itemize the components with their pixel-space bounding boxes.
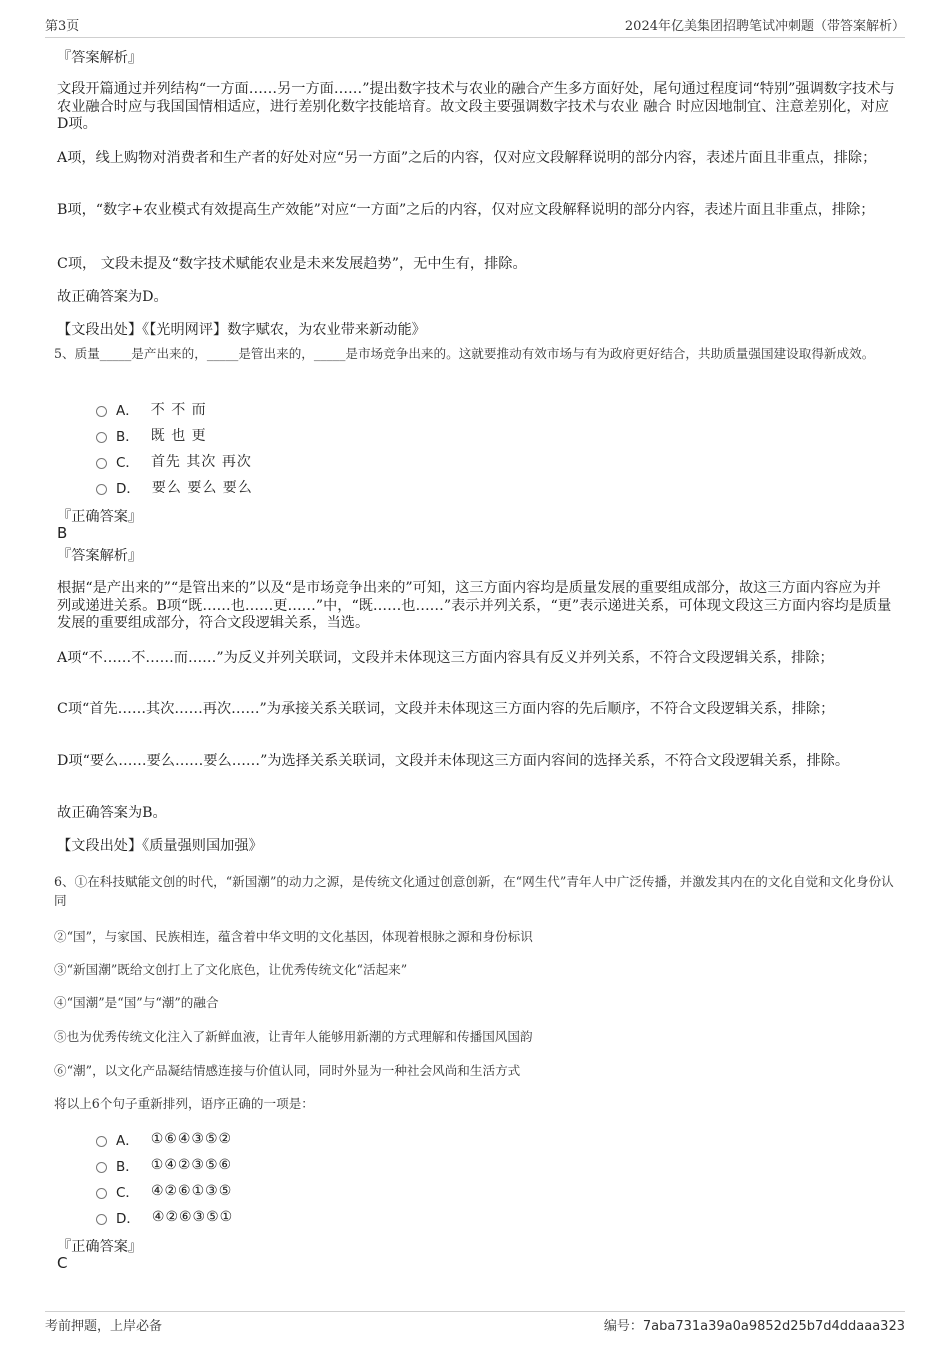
q4-analysis-paragraph: 文段开篇通过并列结构“一方面……另一方面……”提出数字技术与农业的融合产生多方面好处，尾句通过程度词“特别”强调数字技术与农业融合时应与我国国情相适应，进行差别化数字技能培育。故文段主要强调数字技术与农业 融合 时应因地制宜、注意差别化，对应D项。 <box>57 81 895 132</box>
document-id <box>604 1315 905 1334</box>
radio-icon[interactable] <box>96 432 107 443</box>
radio-icon[interactable] <box>96 1136 107 1147</box>
q5-analysis-paragraph: 根据“是产出来的”“是管出来的”以及“是市场竞争出来的”可知，这三方面内容均是质量发展的重要组成部分，故这三方面内容应为并列或递进关系。B项“既……也……更……”中，“既……也……”表示并列关系，“更”表示递进关系，可体现文段这三方面内容均是质量发展的重要组成部分，符合文段逻辑关系，当选。 <box>57 580 892 631</box>
q5-analysis-title: 『答案解析』 <box>57 548 143 564</box>
q5-correct-answer: B <box>57 524 68 542</box>
radio-icon[interactable] <box>96 1214 107 1225</box>
q6-option-c[interactable]: C． ④②⑥①③⑤ <box>96 1178 496 1204</box>
q6-sentence-5: ⑤也为优秀传统文化注入了新鲜血液，让青年人能够用新潮的方式理解和传播国风国韵 <box>54 1029 533 1044</box>
q6-sentence-3: ③“新国潮”既给文创打上了文化底色，让优秀传统文化“活起来” <box>54 962 408 977</box>
q5-conclusion: 故正确答案为B。 <box>57 805 167 821</box>
document-title: 2024年亿美集团招聘笔试冲刺题（带答案解析） <box>624 19 905 34</box>
q4-option-c-analysis: C项， 文段未提及“数字技术赋能农业是未来发展趋势”，无中生有，排除。 <box>57 256 527 272</box>
q5-correct-title: 『正确答案』 <box>57 509 143 525</box>
q5-options <box>96 396 496 500</box>
radio-icon[interactable] <box>96 406 107 417</box>
footer-slogan: 考前押题，上岸必备 <box>45 1319 163 1334</box>
q4-source: 【文段出处】《【光明网评】数字赋农，为农业带来新动能》 <box>57 322 426 338</box>
document-id-value: 7aba731a39a0a9852d25b7d4ddaaa323 <box>642 1319 905 1334</box>
q5-option-d[interactable]: D． 要么 要么 要么 <box>96 474 496 500</box>
q5-source: 【文段出处】《质量强则国加强》 <box>57 838 263 854</box>
radio-icon[interactable] <box>96 458 107 469</box>
q6-correct-answer: C <box>57 1254 68 1272</box>
q5-stem: 5、质量_____是产出来的，_____是管出来的，_____是市场竞争出来的。这就要推动有效市场与有为政府更好结合，共助质量强国建设取得新成效。 <box>54 346 875 361</box>
radio-icon[interactable] <box>96 1188 107 1199</box>
q6-sentence-1: 6、①在科技赋能文创的时代，“新国潮”的动力之源，是传统文化通过创意创新，在“网生代”青年人中广泛传播，并激发其内在的文化自觉和文化身份认同 <box>54 874 894 908</box>
q6-option-d[interactable]: D． ④②⑥③⑤① <box>96 1204 496 1230</box>
q5-option-c-analysis: C项“首先……其次……再次……”为承接关系关联词，文段并未体现这三方面内容的先后顺序，不符合文段逻辑关系，排除； <box>57 701 835 717</box>
q6-option-a[interactable]: A． ①⑥④③⑤② <box>96 1126 496 1152</box>
q6-prompt: 将以上6个句子重新排列，语序正确的一项是： <box>54 1096 314 1111</box>
q5-option-a[interactable]: A． 不 不 而 <box>96 396 496 422</box>
q4-conclusion: 故正确答案为D。 <box>57 289 168 305</box>
document-id-label: 编号： <box>603 1319 643 1334</box>
radio-icon[interactable] <box>96 484 107 495</box>
q6-correct-title: 『正确答案』 <box>57 1239 143 1255</box>
q6-sentence-2: ②“国”，与家国、民族相连，蕴含着中华文明的文化基因，体现着根脉之源和身份标识 <box>54 929 533 944</box>
q5-option-d-analysis: D项“要么……要么……要么……”为选择关系关联词，文段并未体现这三方面内容间的选择关系，不符合文段逻辑关系，排除。 <box>57 753 850 769</box>
q6-options <box>96 1126 496 1230</box>
q6-option-b[interactable]: B． ①④②③⑤⑥ <box>96 1152 496 1178</box>
q4-option-b-analysis: B项，“数字+农业模式有效提高生产效能”对应“一方面”之后的内容，仅对应文段解释说明的部分内容，表述片面且非重点，排除； <box>57 202 875 218</box>
q5-option-a-analysis: A项“不……不……而……”为反义并列关联词，文段并未体现这三方面内容具有反义并列关系，不符合文段逻辑关系，排除； <box>57 650 834 666</box>
q5-option-c[interactable]: C． 首先 其次 再次 <box>96 448 496 474</box>
radio-icon[interactable] <box>96 1162 107 1173</box>
q4-option-a-analysis: A项，线上购物对消费者和生产者的好处对应“另一方面”之后的内容，仅对应文段解释说明的部分内容，表述片面且非重点，排除； <box>57 150 877 166</box>
q4-analysis-title: 『答案解析』 <box>57 50 143 66</box>
q6-sentence-4: ④“国潮”是“国”与“潮”的融合 <box>54 995 219 1010</box>
q5-option-b[interactable]: B． 既 也 更 <box>96 422 496 448</box>
page-footer <box>45 1311 905 1334</box>
page-header <box>45 14 905 38</box>
q6-sentence-6: ⑥“潮”，以文化产品凝结情感连接与价值认同，同时外显为一种社会风尚和生活方式 <box>54 1063 521 1078</box>
page-number: 第3页 <box>45 19 80 34</box>
